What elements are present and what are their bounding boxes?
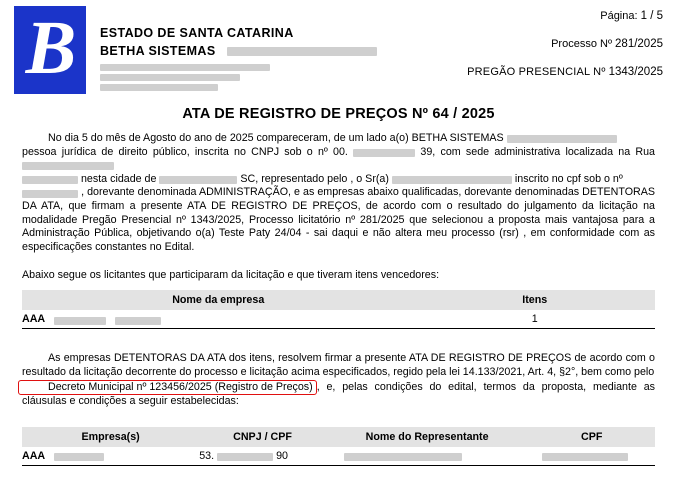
table-row-separator — [22, 465, 655, 473]
redaction-bar — [22, 176, 78, 184]
preamble-text-d: nesta cidade de — [80, 172, 157, 185]
cell-cnpj — [199, 447, 326, 466]
paragraph-preamble — [22, 132, 655, 254]
cell-empresa — [22, 447, 199, 466]
processo-row — [467, 38, 663, 50]
spacer — [22, 336, 655, 352]
licitantes-table-body — [22, 310, 655, 336]
redaction-bar — [54, 453, 104, 461]
pregao-row — [467, 66, 663, 78]
preamble-text-c: 39, com sede administrativa localizada na Rua — [420, 145, 655, 158]
table-header-row — [22, 427, 655, 447]
redaction-bar — [100, 74, 240, 81]
page-label: Página: — [600, 10, 638, 22]
licitantes-note: Abaixo segue os licitantes que participaram da licitação e que tiveram itens vencedores: — [22, 269, 440, 282]
empresas-table — [22, 427, 655, 473]
redaction-bar — [344, 453, 462, 461]
table-row-separator — [22, 329, 655, 337]
cell-cpf — [528, 447, 655, 466]
redaction-bar — [22, 162, 114, 170]
redaction-bar — [353, 149, 415, 157]
empresa-name: AAA — [22, 449, 45, 462]
col-cpf: CPF — [528, 427, 655, 447]
table-header-row — [22, 290, 655, 310]
document-meta — [467, 10, 663, 94]
empresas-table-head — [22, 427, 655, 447]
row-divider — [22, 465, 655, 473]
organization-block — [100, 26, 377, 94]
redaction-bar — [54, 317, 106, 325]
redaction-bar — [507, 135, 617, 143]
col-nome-empresa: Nome da empresa — [22, 290, 414, 310]
pregao-value: 1343/2025 — [608, 66, 663, 78]
preamble-text-a: No dia 5 do mês de Agosto do ano de 2025 compareceram, de um lado a(o) BETHA SISTEMAS — [48, 132, 504, 144]
col-cnpj-cpf: CNPJ / CPF — [199, 427, 326, 447]
organization-address-redacted — [100, 64, 377, 91]
redaction-bar — [159, 176, 237, 184]
redaction-bar — [542, 453, 628, 461]
decreto-municipal-highlight: Decreto Municipal nº 123456/2025 (Registro de Preços) — [18, 380, 317, 396]
redaction-bar — [115, 317, 161, 325]
redaction-bar — [100, 64, 270, 71]
logo-letter: B — [25, 6, 75, 90]
paragraph-detentoras — [22, 352, 655, 408]
logo — [14, 6, 86, 94]
row-divider — [22, 329, 655, 337]
cell-empresa — [22, 310, 414, 329]
col-empresas: Empresa(s) — [22, 427, 199, 447]
cell-itens: 1 — [531, 313, 538, 326]
detentoras-text-b: , e, pelas condições do edital, termos da proposta, mediante as cláusulas e condições a seguir estabelecidas: — [22, 380, 655, 408]
page-title: ATA DE REGISTRO DE PREÇOS Nº 64 / 2025 — [182, 106, 495, 122]
processo-value: 281/2025 — [615, 38, 663, 50]
organization-system-row — [100, 44, 377, 58]
preamble-text-g: , dorevante denominada ADMINISTRAÇÃO, e as empresas abaixo qualificadas, dorevante denominadas DETENTORAS DA ATA, que firmam a presente ATA DE REGISTRO DE PREÇOS, de acordo com o resultado do julgamento da licitação na modalidade Pregão Presencial nº 1343/2025, Processo licitatório nº 281/2025 que selecionou a proposta mais vantajosa para a Administração Pública, objetivando o(a) Teste Paty 24/04 - sai daqui e não altera meu processo (rsr) , em conformidade com as especificações constantes no Edital. — [22, 186, 655, 253]
redaction-bar — [22, 190, 78, 198]
preamble-text-e: SC, representado pelo , o Sr(a) — [240, 172, 389, 185]
page-number-row — [467, 10, 663, 22]
document-body — [0, 132, 677, 473]
table-row — [22, 447, 655, 466]
col-itens: Itens — [414, 290, 655, 310]
preamble-text-b: pessoa jurídica de direito público, inscrita no CNPJ sob o nº 00. — [22, 145, 348, 158]
page-value: 1 / 5 — [640, 10, 663, 22]
cnpj-prefix: 53. — [199, 449, 215, 462]
cnpj-suffix: 90 — [276, 449, 288, 462]
redaction-bar — [217, 453, 273, 461]
organization-system: BETHA SISTEMAS — [100, 44, 216, 58]
redaction-bar — [392, 176, 512, 184]
table-row — [22, 310, 655, 329]
redaction-bar — [227, 47, 377, 56]
redaction-bar — [100, 84, 218, 91]
empresa-name: AAA — [22, 313, 45, 326]
licitantes-table-head — [22, 290, 655, 310]
col-nome-representante: Nome do Representante — [326, 427, 529, 447]
pregao-label: PREGÃO PRESENCIAL Nº — [467, 66, 606, 78]
spacer — [22, 411, 655, 427]
organization-name-row — [100, 26, 377, 40]
preamble-text-f: inscrito no cpf sob o nº — [514, 172, 623, 185]
document-header — [0, 0, 677, 100]
processo-label: Processo Nº — [551, 38, 612, 50]
cell-representante — [326, 447, 529, 466]
organization-name: ESTADO DE SANTA CATARINA — [100, 26, 294, 40]
detentoras-text-a: As empresas DETENTORAS DA ATA dos itens, resolvem firmar a presente ATA DE REGISTRO DE PREÇOS de acordo com o resultado da licitação decorrente do processo e licitação acima especificados, regido pela lei 14.133/2021, Art. 4, §2°, bem como pelo — [22, 352, 655, 378]
empresas-table-body — [22, 447, 655, 473]
licitantes-table — [22, 290, 655, 336]
